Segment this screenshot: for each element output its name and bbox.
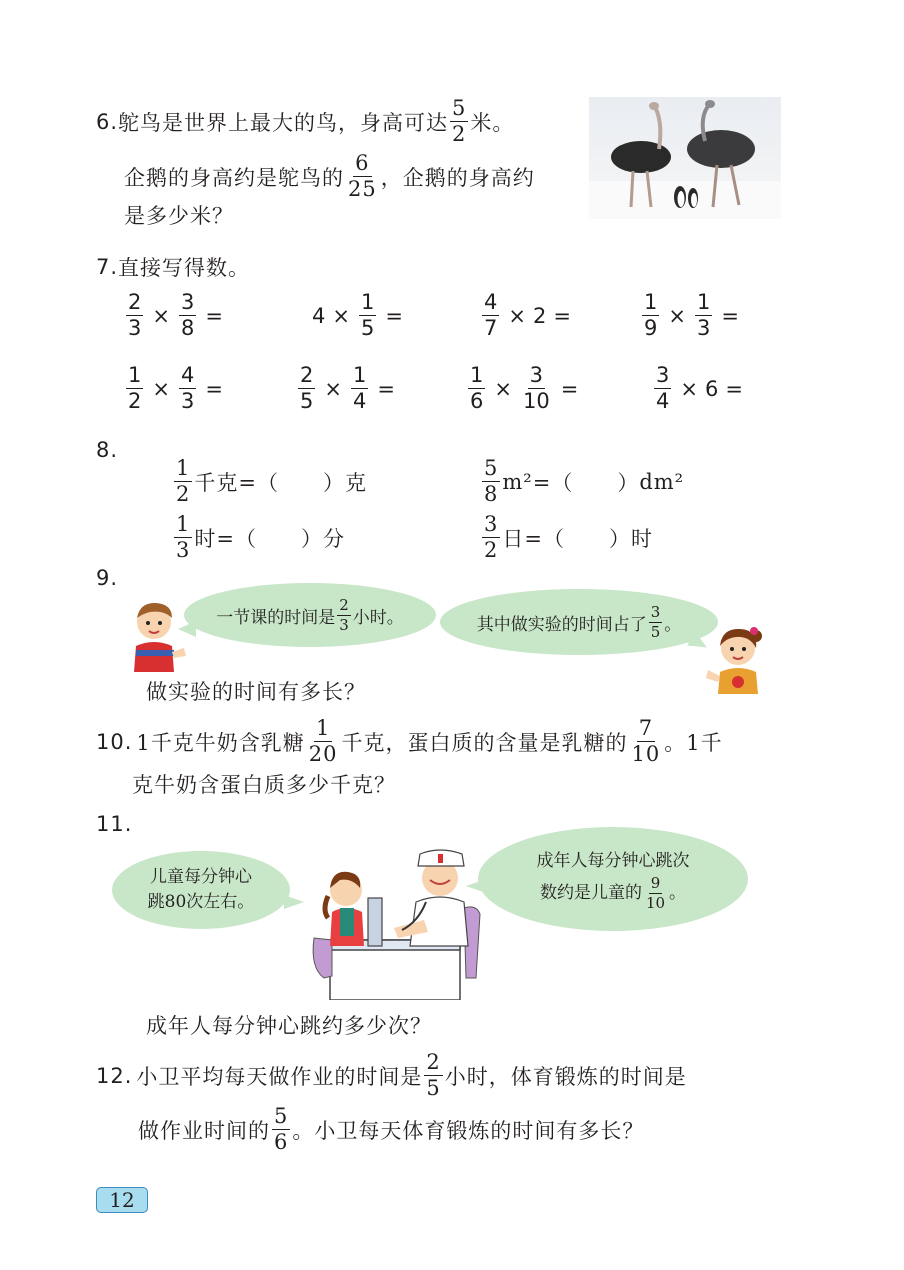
expression: $\frac{2}{5}$ × $\frac{1}{4}$ =	[300, 363, 395, 413]
expression: $\frac{4}{7}$ × 2 =	[484, 290, 571, 340]
speech-bubble: 一节课的时间是 2 3 小时。	[184, 583, 436, 647]
expression: 4 × $\frac{1}{5}$ =	[312, 290, 403, 340]
problem-number: 12.	[96, 1063, 133, 1088]
page-number: 12	[96, 1187, 148, 1213]
problem-9-question: 做实验的时间有多长？	[146, 680, 366, 704]
expression: $\frac{2}{3}$ × $\frac{3}{8}$ =	[128, 290, 223, 340]
problem-12-line-2: 做作业时间的 5 6 。小卫每天体育锻炼的时间有多长？	[138, 1104, 645, 1154]
problem-7-title: 7. 直接写得数。	[96, 255, 251, 280]
speech-bubble: 其中做实验的时间占了 3 5 。	[440, 589, 718, 655]
problem-9-number: 9.	[96, 566, 119, 590]
problem-11-question: 成年人每分钟心跳约多少次？	[146, 1014, 432, 1038]
problem-number: 10.	[96, 729, 133, 754]
expression: $\frac{1}{2}$ × $\frac{4}{3}$ =	[128, 363, 223, 413]
conversion: 1 2 千克 =（ ） 克	[176, 456, 367, 506]
fraction: 5 2	[452, 96, 467, 146]
conversion: 3 2 日 =（ ） 时	[484, 512, 653, 562]
conversion: 1 3 时 =（ ） 分	[176, 512, 345, 562]
problem-12-line-1: 12. 小卫平均每天做作业的时间是 2 5 小时，体育锻炼的时间是	[96, 1050, 687, 1100]
conversion: 5 8 m² =（ ） dm²	[484, 456, 685, 506]
expression: $\frac{3}{4}$ × 6 =	[656, 363, 743, 413]
speech-bubble: 儿童每分钟心 跳80次左右。	[112, 851, 290, 929]
problem-10-line-1: 10. 1千克牛奶含乳糖 1 20 千克，蛋白质的含量是乳糖的 7 10 。1千	[96, 716, 723, 766]
problem-number: 6.	[96, 109, 119, 134]
problem-number: 7.	[96, 255, 119, 279]
speech-bubble: 成年人每分钟心跳次 数约是儿童的 9 10 。	[478, 827, 748, 931]
ostrich-penguin-photo	[589, 97, 781, 219]
problem-6-line-3: 是多少米？	[124, 204, 234, 228]
problem-11-number: 11.	[96, 812, 133, 836]
expression: $\frac{1}{6}$ × $\frac{3}{10}$ =	[470, 363, 579, 413]
fraction: 6 25	[348, 151, 377, 201]
doctor-checkup-illustration	[306, 848, 496, 1000]
girl-illustration	[702, 622, 770, 694]
problem-8-number: 8.	[96, 438, 119, 462]
problem-6-line-1: 6. 鸵鸟是世界上最大的鸟，身高可达 5 2 米。	[96, 96, 515, 146]
problem-6-line-2: 企鹅的身高约是鸵鸟的 6 25 ，企鹅的身高约	[124, 151, 535, 201]
problem-10-line-2: 克牛奶含蛋白质多少千克？	[132, 773, 396, 797]
expression: $\frac{1}{9}$ × $\frac{1}{3}$ =	[644, 290, 739, 340]
